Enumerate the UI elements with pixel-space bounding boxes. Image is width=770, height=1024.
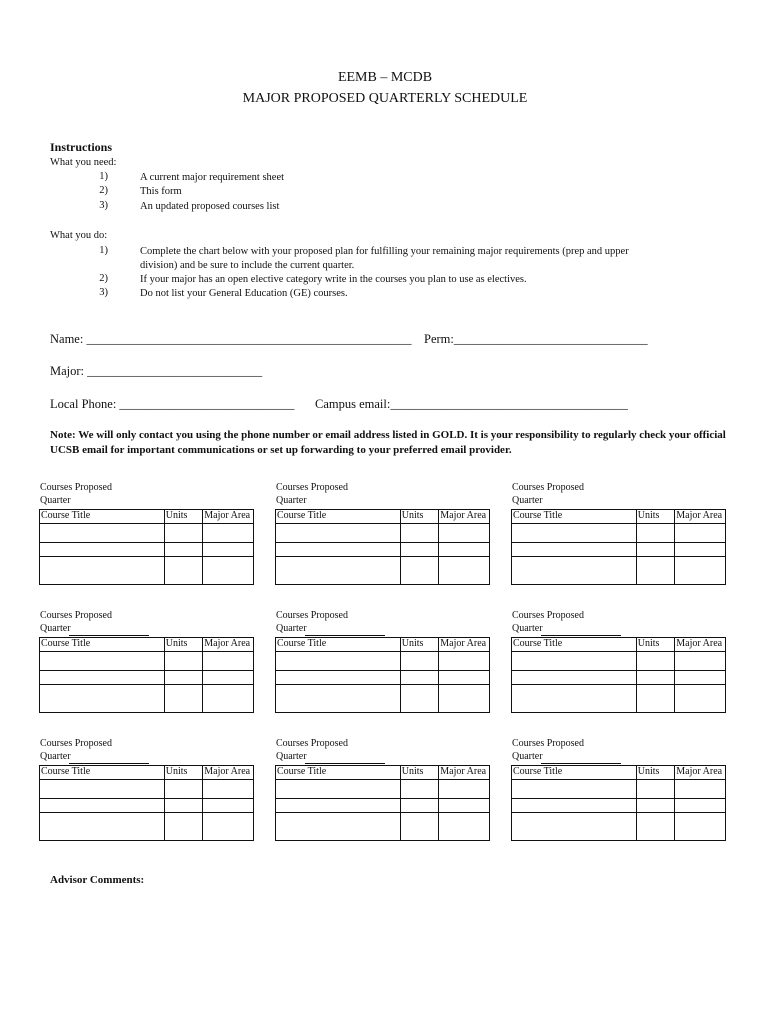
quarter-input-line[interactable] <box>541 623 621 636</box>
need-item-number: 1) <box>99 171 108 182</box>
major-area-cell[interactable] <box>439 685 490 713</box>
course-table <box>39 765 254 841</box>
major-area-cell[interactable] <box>203 813 254 841</box>
course-title-cell[interactable] <box>276 557 401 585</box>
do-item-number: 1) <box>99 245 108 256</box>
units-cell[interactable] <box>164 524 203 543</box>
units-cell[interactable] <box>636 685 675 713</box>
units-cell[interactable] <box>164 652 203 671</box>
course-title-cell[interactable] <box>40 652 165 671</box>
course-table <box>39 637 254 713</box>
units-cell[interactable] <box>636 652 675 671</box>
quarter-input-line[interactable] <box>305 623 385 636</box>
course-title-header: Course Title <box>512 766 637 780</box>
courses-proposed-label: Courses Proposed <box>512 610 584 621</box>
course-table <box>511 509 726 585</box>
course-title-cell[interactable] <box>276 524 401 543</box>
major-area-header: Major Area <box>675 510 726 524</box>
course-title-cell[interactable] <box>512 557 637 585</box>
course-table <box>275 637 490 713</box>
units-cell[interactable] <box>400 524 439 543</box>
units-cell[interactable] <box>400 557 439 585</box>
major-area-cell[interactable] <box>439 780 490 799</box>
need-item-text: An updated proposed courses list <box>140 201 280 212</box>
course-title-header: Course Title <box>512 510 637 524</box>
advisor-comments-label: Advisor Comments: <box>50 874 145 886</box>
course-title-cell[interactable] <box>40 799 165 813</box>
units-cell[interactable] <box>636 557 675 585</box>
quarter-input-line[interactable] <box>541 751 621 764</box>
instructions-heading: Instructions <box>50 140 113 154</box>
name-field[interactable]: Name: ____________________________________________________ <box>50 332 412 346</box>
units-cell[interactable] <box>400 652 439 671</box>
major-area-cell[interactable] <box>439 813 490 841</box>
major-area-cell[interactable] <box>203 543 254 557</box>
what-you-need-label: What you need: <box>50 157 117 168</box>
units-cell[interactable] <box>400 543 439 557</box>
need-item-text: A current major requirement sheet <box>140 172 285 183</box>
quarter-label: Quarter <box>512 623 543 634</box>
units-cell[interactable] <box>164 799 203 813</box>
units-cell[interactable] <box>636 780 675 799</box>
units-header: Units <box>636 638 675 652</box>
major-area-cell[interactable] <box>439 524 490 543</box>
course-title-header: Course Title <box>276 638 401 652</box>
units-header: Units <box>636 766 675 780</box>
major-area-cell[interactable] <box>675 685 726 713</box>
units-cell[interactable] <box>636 813 675 841</box>
units-cell[interactable] <box>164 671 203 685</box>
major-area-cell[interactable] <box>203 524 254 543</box>
course-title-cell[interactable] <box>512 524 637 543</box>
course-title-cell[interactable] <box>40 780 165 799</box>
units-header: Units <box>164 510 203 524</box>
units-cell[interactable] <box>164 813 203 841</box>
units-cell[interactable] <box>400 671 439 685</box>
course-table <box>275 509 490 585</box>
units-cell[interactable] <box>400 780 439 799</box>
course-title-cell[interactable] <box>40 557 165 585</box>
major-area-cell[interactable] <box>675 557 726 585</box>
course-table <box>275 765 490 841</box>
quarter-input-line[interactable] <box>69 751 149 764</box>
do-item-number: 3) <box>99 287 108 298</box>
major-area-header: Major Area <box>439 766 490 780</box>
units-header: Units <box>400 638 439 652</box>
course-title-cell[interactable] <box>276 652 401 671</box>
units-header: Units <box>400 510 439 524</box>
course-title-header: Course Title <box>276 510 401 524</box>
major-area-cell[interactable] <box>203 671 254 685</box>
courses-proposed-label: Courses Proposed <box>512 482 584 493</box>
major-area-cell[interactable] <box>203 780 254 799</box>
courses-proposed-label: Courses Proposed <box>40 738 112 749</box>
campus-email-field[interactable]: Campus email:______________________________________ <box>315 397 628 411</box>
courses-proposed-label: Courses Proposed <box>40 482 112 493</box>
major-area-cell[interactable] <box>675 799 726 813</box>
course-title-header: Course Title <box>512 638 637 652</box>
course-title-cell[interactable] <box>512 671 637 685</box>
units-cell[interactable] <box>400 813 439 841</box>
perm-field[interactable]: Perm:_______________________________ <box>424 332 648 346</box>
course-title-cell[interactable] <box>40 543 165 557</box>
contact-note: Note: We will only contact you using the phone number or email address listed in GOLD. It is your responsibility to regularly check your official UCSB email for important communications or set up forwarding to your preferred email provider. <box>50 429 726 456</box>
quarter-label: Quarter <box>276 623 307 634</box>
course-title-cell[interactable] <box>512 780 637 799</box>
major-area-cell[interactable] <box>439 671 490 685</box>
document-title-line2: MAJOR PROPOSED QUARTERLY SCHEDULE <box>242 91 528 106</box>
major-area-cell[interactable] <box>439 799 490 813</box>
course-title-header: Course Title <box>40 766 165 780</box>
units-cell[interactable] <box>164 780 203 799</box>
local-phone-field[interactable]: Local Phone: ____________________________ <box>50 397 295 411</box>
courses-proposed-label: Courses Proposed <box>276 610 348 621</box>
course-table <box>39 509 254 585</box>
units-cell[interactable] <box>400 685 439 713</box>
do-item-text: Do not list your General Education (GE) courses. <box>140 288 348 299</box>
course-title-cell[interactable] <box>512 543 637 557</box>
major-area-cell[interactable] <box>203 799 254 813</box>
units-header: Units <box>164 638 203 652</box>
course-title-cell[interactable] <box>512 652 637 671</box>
need-item-number: 3) <box>99 200 108 211</box>
course-title-header: Course Title <box>40 510 165 524</box>
major-area-cell[interactable] <box>675 813 726 841</box>
do-item-text: If your major has an open elective category write in the courses you plan to use as electives. <box>140 274 527 285</box>
units-cell[interactable] <box>400 799 439 813</box>
units-cell[interactable] <box>164 543 203 557</box>
major-area-cell[interactable] <box>439 543 490 557</box>
courses-proposed-label: Courses Proposed <box>40 610 112 621</box>
courses-proposed-label: Courses Proposed <box>276 738 348 749</box>
course-title-cell[interactable] <box>276 685 401 713</box>
quarter-label: Quarter <box>276 495 307 506</box>
course-title-cell[interactable] <box>40 671 165 685</box>
do-item-text: Complete the chart below with your proposed plan for fulfilling your remaining major requirements (prep and upper division) and be sure to include the current quarter. <box>140 246 629 271</box>
major-area-cell[interactable] <box>675 780 726 799</box>
course-title-header: Course Title <box>40 638 165 652</box>
course-title-cell[interactable] <box>512 813 637 841</box>
course-title-cell[interactable] <box>40 813 165 841</box>
what-you-do-label: What you do: <box>50 230 108 241</box>
course-title-cell[interactable] <box>512 799 637 813</box>
major-area-cell[interactable] <box>439 557 490 585</box>
units-cell[interactable] <box>164 557 203 585</box>
course-table <box>511 765 726 841</box>
course-title-cell[interactable] <box>276 799 401 813</box>
courses-proposed-label: Courses Proposed <box>512 738 584 749</box>
units-cell[interactable] <box>636 799 675 813</box>
course-title-cell[interactable] <box>276 671 401 685</box>
need-item-number: 2) <box>99 185 108 196</box>
need-item-text: This form <box>140 186 182 197</box>
course-title-cell[interactable] <box>512 685 637 713</box>
quarter-label: Quarter <box>40 495 71 506</box>
course-title-cell[interactable] <box>276 543 401 557</box>
major-area-cell[interactable] <box>203 685 254 713</box>
quarter-label: Quarter <box>512 751 543 762</box>
major-area-cell[interactable] <box>203 652 254 671</box>
quarter-label: Quarter <box>512 495 543 506</box>
major-area-cell[interactable] <box>675 671 726 685</box>
course-title-cell[interactable] <box>40 685 165 713</box>
quarter-input-line[interactable] <box>305 751 385 764</box>
major-area-cell[interactable] <box>439 652 490 671</box>
course-title-cell[interactable] <box>276 813 401 841</box>
document-title-line1: EEMB – MCDB <box>337 70 433 85</box>
units-cell[interactable] <box>636 671 675 685</box>
do-item-number: 2) <box>99 273 108 284</box>
major-area-header: Major Area <box>675 638 726 652</box>
units-header: Units <box>164 766 203 780</box>
major-field[interactable]: Major: ____________________________ <box>50 364 263 378</box>
major-area-header: Major Area <box>203 510 254 524</box>
major-area-header: Major Area <box>675 766 726 780</box>
major-area-cell[interactable] <box>675 652 726 671</box>
major-area-cell[interactable] <box>203 557 254 585</box>
units-cell[interactable] <box>164 685 203 713</box>
course-title-cell[interactable] <box>276 780 401 799</box>
units-header: Units <box>400 766 439 780</box>
units-cell[interactable] <box>636 524 675 543</box>
quarter-label: Quarter <box>40 623 71 634</box>
units-cell[interactable] <box>636 543 675 557</box>
major-area-header: Major Area <box>439 638 490 652</box>
quarter-label: Quarter <box>40 751 71 762</box>
course-title-header: Course Title <box>276 766 401 780</box>
major-area-header: Major Area <box>203 766 254 780</box>
units-header: Units <box>636 510 675 524</box>
course-table <box>511 637 726 713</box>
major-area-header: Major Area <box>439 510 490 524</box>
quarter-input-line[interactable] <box>69 623 149 636</box>
courses-proposed-label: Courses Proposed <box>276 482 348 493</box>
major-area-cell[interactable] <box>675 524 726 543</box>
major-area-cell[interactable] <box>675 543 726 557</box>
major-area-header: Major Area <box>203 638 254 652</box>
course-title-cell[interactable] <box>40 524 165 543</box>
quarter-label: Quarter <box>276 751 307 762</box>
